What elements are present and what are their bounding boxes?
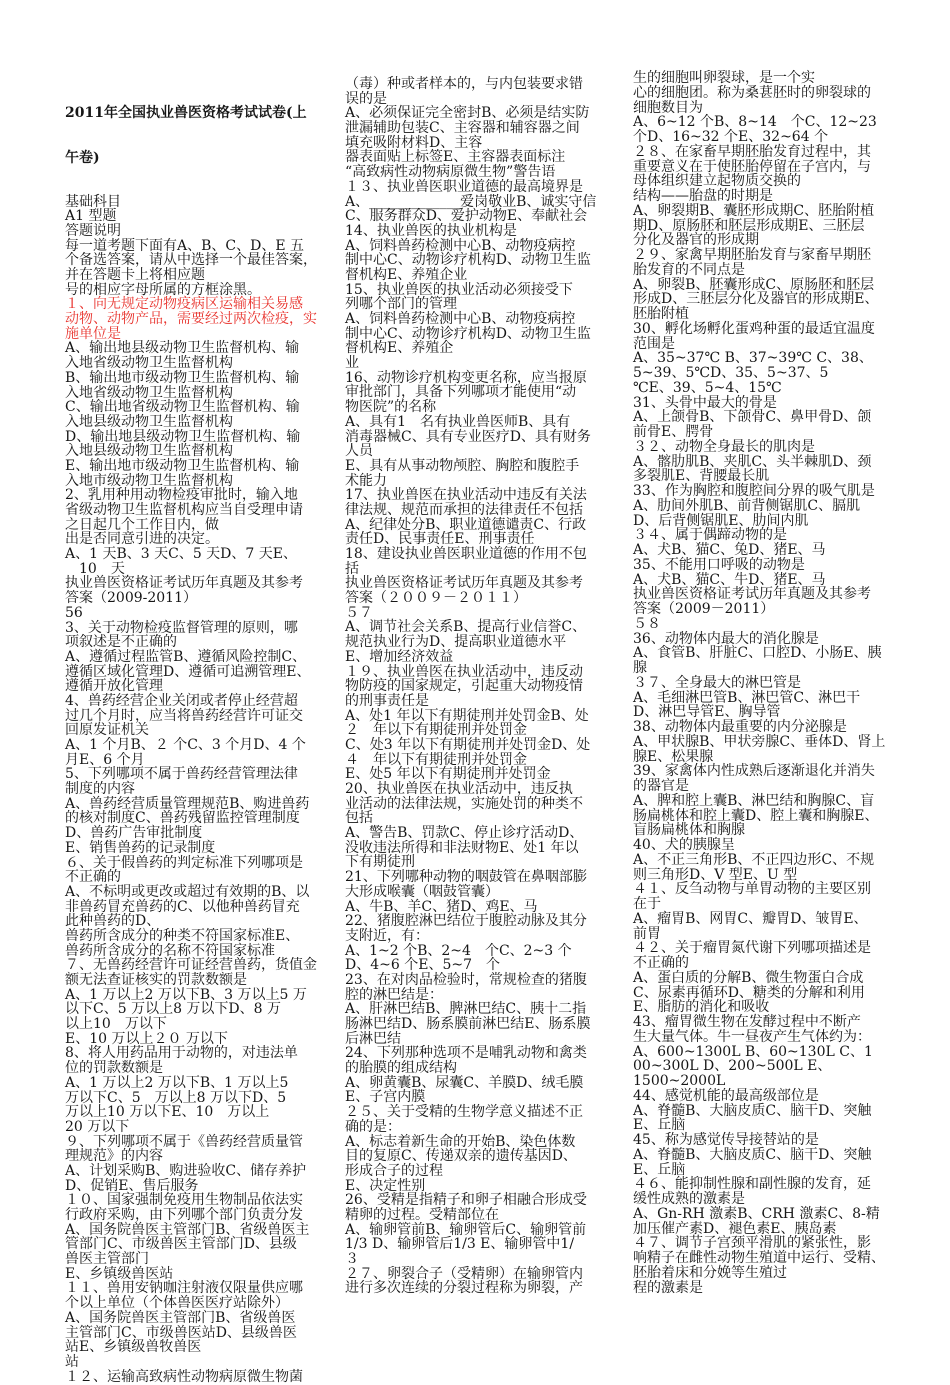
text-line: 响精子在雌性动物生殖道中运行、受精、	[633, 1250, 885, 1266]
text-line: 在于	[633, 896, 661, 912]
text-line: 31、头骨中最大的骨是	[633, 394, 777, 411]
text-line: １２、运输高致病性动物病原微生物菌	[65, 1368, 303, 1385]
text-line: 并在答题卡上将相应题	[65, 267, 205, 284]
text-line: 个D、16~32 个E、32~64 个	[633, 129, 829, 145]
text-line: 1/3 D、输卵管后1/3 E、输卵管中1/	[345, 1236, 575, 1253]
text-line: E、具有从事动物颅腔、胸腔和腹腔手	[345, 457, 580, 474]
text-line: 生大量气体。牛一昼夜产生气体约为：	[633, 1028, 871, 1045]
text-line: D、促销E、售后服务	[65, 1177, 199, 1194]
text-line: A、兽药经营质量管理规范B、购进兽药	[65, 795, 310, 812]
text-line: 下有期徒刑	[345, 854, 415, 871]
text-line: 管部门C、市级兽医主管部门D、县级	[65, 1236, 297, 1253]
text-line: A1 型题	[65, 208, 117, 225]
text-line: 责任D、民事责任E、刑事责任	[345, 531, 535, 548]
text-line: 26、受精是指精子和卵子相融合形成受	[345, 1192, 587, 1209]
highlighted-question-line: １、向无规定动物疫病区运输相关易感	[65, 296, 303, 313]
text-line: A、脊髓B、大脑皮质C、脑干D、突触	[633, 1146, 872, 1163]
text-line: 行政府采购，由下列哪个部门负责分发	[65, 1207, 303, 1224]
text-line: 心的细胞团。称为桑葚胚时的卵裂球的	[633, 84, 871, 101]
text-line: A、瘤胃B、网胃C、瓣胃D、皱胃E、	[633, 910, 868, 927]
text-line: E、丘脑	[633, 1161, 686, 1178]
text-line: 物医院”的名称	[345, 399, 437, 416]
text-line: A、蛋白质的分解B、微生物蛋白合成	[633, 969, 864, 986]
text-line: 入地省级动物卫生监督机构	[65, 384, 233, 401]
text-line: E、丘脑	[633, 1117, 686, 1134]
text-line: E、输出地市级动物卫生监督机构、输	[65, 457, 300, 474]
text-line: 制度的内容	[65, 781, 135, 798]
text-line: ３７、全身最大的淋巴管是	[633, 674, 801, 691]
text-line: 审批部门，具备下列哪项才能使用“动	[345, 384, 577, 401]
text-line: 站E、乡镇级兽牧兽医	[65, 1339, 202, 1356]
text-line: 过几个月时，应当将兽药经营许可证交	[65, 707, 303, 724]
text-line: 术能力	[345, 472, 387, 489]
text-line: 的胎膜的组成结构	[345, 1060, 457, 1077]
text-line: E、处5 年以下有期徒刑并处罚金	[345, 766, 551, 783]
text-line: 1500~2000L	[633, 1073, 726, 1089]
text-line: 生的细胞叫卵裂球，是一个实	[633, 70, 815, 86]
text-line: 加压催产素D、褪色素E、胰岛素	[633, 1220, 837, 1237]
text-line: 没收违法所得和非法财物E、处1 年以	[345, 839, 579, 856]
highlighted-question-line: 施单位是	[65, 325, 121, 342]
column-left	[65, 77, 337, 1384]
text-line: E、10 万以上２０ 万以下	[65, 1030, 228, 1047]
text-line: 腔的淋巴结是：	[345, 986, 443, 1003]
text-line: 3、关于动物检疫监督管理的原则，哪	[65, 619, 298, 636]
text-line: 35、不能用口呼吸的动物是	[633, 556, 805, 573]
text-line: A、标志着新生命的开始B、染色体数	[345, 1133, 576, 1150]
text-line: 泄漏辅助包装C、主容器和辅容器之间	[345, 120, 580, 137]
text-line: 此种兽药的D、	[65, 913, 161, 930]
text-line: 省级动物卫生监督机构应当自受理申请	[65, 502, 303, 519]
text-line: D、兽药广告审批制度	[65, 825, 203, 842]
text-line: 主管部门C、市级兽医站D、县级兽医	[65, 1324, 297, 1341]
text-line: 盲肠扁桃体和胸腺	[633, 822, 745, 839]
text-line: A、1 万以上2 万以下B、1 万以上5	[65, 1074, 289, 1091]
text-line: 不正确的	[65, 869, 121, 886]
text-line: A、饲料兽药检测中心B、动物疫病控	[345, 237, 576, 254]
text-line: A、国务院兽医主管部门B、省级兽医主	[65, 1221, 310, 1238]
text-line: 支附近，有：	[345, 927, 429, 944]
text-line: A、犬B、猫C、牛D、猪E、马	[633, 571, 826, 588]
text-line: （毒）种或者样本的，与内包装要求错	[345, 76, 583, 92]
text-line: 21、下列哪种动物的咽鼓管在鼻咽部膨	[345, 869, 587, 886]
text-line: １１、兽用安钠咖注射液仅限量供应哪	[65, 1280, 303, 1297]
text-line: 前骨E、腭骨	[633, 424, 714, 440]
exam-title-line-2: 午卷)	[65, 149, 100, 166]
text-line: 以上10 万以下	[65, 1016, 167, 1033]
text-line: 00~300L D、200~500L E、	[633, 1058, 832, 1075]
text-line: 56	[65, 604, 83, 621]
text-line: E、子宫内膜	[345, 1089, 426, 1106]
text-line: ２５、关于受精的生物学意义描述不正	[345, 1104, 583, 1121]
text-line: C、输出地省级动物卫生监督机构、输	[65, 399, 300, 416]
text-line: 督机构E、养殖企业	[345, 266, 468, 283]
text-line: 36、动物体内最大的消化腺是	[633, 630, 819, 647]
text-line: 44、感觉机能的最高级部位是	[633, 1087, 819, 1104]
text-line: A、肝淋巴结B、脾淋巴结C、胰十二指	[345, 1001, 587, 1018]
text-line: A、脾和腔上囊B、淋巴结和胸腺C、盲	[633, 792, 875, 809]
text-line: A、计划采购B、购进验收C、储存养护	[65, 1162, 307, 1179]
text-line: 项叙述是不正确的	[65, 634, 177, 651]
text-line: ４ 年以下有期徒刑并处罚金	[345, 751, 527, 768]
text-line: １３、执业兽医职业道德的最高境界是	[345, 178, 583, 195]
text-line: A、处1 年以下有期徒刑并处罚金B、处	[345, 707, 589, 724]
text-line: 肠扁桃体和腔上囊D、腔上囊和胸腺E、	[633, 807, 879, 824]
text-line: A、毛细淋巴管B、淋巴管C、淋巴干	[633, 689, 861, 706]
text-line: 后淋巴结	[345, 1030, 401, 1047]
text-line: 30、孵化场孵化蛋鸡种蛋的最适宜温度	[633, 320, 875, 337]
text-line: 16、动物诊疗机构变更名称，应当报原	[345, 369, 587, 386]
text-line: 24、下列那种选项不是哺乳动物和禽类	[345, 1045, 587, 1062]
text-line: A、600~1300L B、60~130L C、1	[633, 1043, 873, 1060]
text-line: 督机构E、养殖企	[345, 340, 454, 357]
text-line: ５８	[633, 615, 661, 632]
text-line: 入地县级动物卫生监督机构	[65, 443, 233, 460]
text-line: 回原发证机关	[65, 722, 149, 739]
text-line: A、饲料兽药检测中心B、动物疫病控	[345, 311, 576, 327]
text-line: 目的复原C、传递双亲的遗传基因D、	[345, 1148, 577, 1165]
exam-title-line-1: 2011年全国执业兽医资格考试试卷(上	[65, 105, 307, 122]
text-line: 5、下列哪项不属于兽药经营管理法律	[65, 766, 298, 783]
text-line: 胚胎附植	[633, 306, 689, 322]
text-line: 物防疫的国家规定，引起重大动物疫情	[345, 678, 583, 695]
text-line: 万以下C、5 万以上8 万以下D、5	[65, 1089, 287, 1106]
text-line: 进行多次连续的分裂过程称为卵裂，产	[345, 1280, 583, 1297]
text-line: 17、执业兽医在执业活动中违反有关法	[345, 487, 587, 504]
text-line: 5~39、5℃D、35、5~37、5	[633, 365, 829, 381]
text-line: A、犬B、猫C、兔D、猪E、马	[633, 542, 826, 558]
text-line: 前胃	[633, 925, 661, 942]
text-line: 母体组织建立起物质交换的	[633, 173, 801, 190]
text-line: ４２、关于瘤胃氮代谢下列哪项描述是	[633, 940, 871, 957]
text-line: 基础科目	[65, 193, 121, 210]
text-line: A、不标明或更改或超过有效期的B、以	[65, 883, 310, 900]
text-line: 答案（2009-2011）	[65, 590, 197, 607]
text-line: A、调节社会关系B、提高行业信誉C、	[345, 619, 587, 636]
text-line: 38、动物体内最重要的内分泌腺是	[633, 719, 847, 735]
text-line: 兽医主管部门	[65, 1251, 149, 1268]
text-line: A、1~2 个B、2~4 个C、2~3 个	[345, 942, 572, 959]
text-line: 万以上10 万以下E、10 万以上	[65, 1104, 270, 1121]
text-line: 站	[65, 1353, 79, 1370]
text-line: E、销售兽药的记录制度	[65, 839, 216, 856]
text-line: 39、家禽体内性成熟后逐渐退化并消失	[633, 763, 875, 780]
text-line: A、卵裂期B、囊胚形成期C、胚胎附植	[633, 202, 875, 219]
text-line: 执业兽医资格证考试历年真题及其参考	[345, 575, 583, 592]
text-line: ７、无兽药经营许可证经营兽药，货值金	[65, 957, 317, 974]
text-line: 范围是	[633, 335, 675, 352]
text-line: 胎发育的不同点是	[633, 261, 745, 278]
text-line: 形成D、三胚层分化及器官的形成期E、	[633, 291, 879, 308]
text-line: 45、称为感觉传导接替站的是	[633, 1132, 819, 1148]
text-line: 执业兽医资格证考试历年真题及其参考	[65, 575, 303, 592]
text-line: ６、关于假兽药的判定标准下列哪项是	[65, 854, 303, 871]
text-line: E、乡镇级兽医站	[65, 1265, 174, 1282]
column-middle	[345, 77, 617, 1296]
text-line: 答案（2009－2011）	[633, 601, 775, 617]
text-line: 不正确的	[633, 955, 689, 971]
text-line: 个备选答案，请从中选择一个最佳答案，	[65, 252, 317, 269]
text-line: 14、执业兽医的执业机构是	[345, 222, 517, 239]
text-line: 腺	[633, 660, 647, 676]
text-line: 入地省级动物卫生监督机构	[65, 355, 233, 372]
text-line: 填充吸附材料D、主容	[345, 134, 483, 151]
text-line: 执业兽医资格证考试历年真题及其参考	[633, 586, 871, 603]
text-line: ℃E、39、5~4、15℃	[633, 379, 782, 396]
text-line: 兽药所含成分的名称不符国家标准	[65, 942, 275, 959]
text-line: 器表面贴上标签E、主容器表面标注	[345, 149, 566, 166]
text-line: 个以上单位（个体兽医医疗站除外）	[65, 1295, 289, 1312]
text-line: 位的罚款数额是	[65, 1060, 163, 1077]
text-line: 精卵的过程。受精部位在	[345, 1206, 499, 1223]
text-line: 理规范》的内容	[65, 1148, 163, 1165]
text-line: E、脂肪的消化和吸收	[633, 999, 770, 1016]
text-line: １０、国家强制免疫用生物制品依法实	[65, 1192, 303, 1209]
text-line: A、不正三角形B、不正四边形C、不规	[633, 851, 875, 868]
text-line: A、输卵管前B、输卵管后C、输卵管前	[345, 1221, 587, 1238]
text-line: 括	[345, 560, 359, 577]
text-line: C、尿素再循环D、糖类的分解和利用	[633, 984, 865, 1001]
text-line: 重要意义在于使胚胎停留在子宫内，与	[633, 158, 871, 175]
text-line: ５７	[345, 604, 373, 621]
text-line: D、4~6 个E、5~7 个	[345, 957, 500, 974]
text-line: A、必须保证完全密封B、必须是结实防	[345, 105, 590, 122]
text-line: 的核对制度C、兽药残留监控管理制度	[65, 810, 300, 827]
text-line: A、输出地县级动物卫生监督机构、输	[65, 340, 300, 357]
text-line: C、服务群众D、爱护动物E、奉献社会	[345, 208, 588, 225]
text-line: 号的相应字母所属的方框涂黑。	[65, 281, 261, 298]
text-line: 43、瘤胃微生物在发酵过程中不断产	[633, 1014, 861, 1030]
text-line: A、食管B、肝脏C、口腔D、小肠E、胰	[633, 645, 882, 662]
text-line: 业	[345, 355, 359, 372]
text-line: C、处3 年以下有期徒刑并处罚金D、处	[345, 736, 591, 753]
text-line: D、输出地县级动物卫生监督机构、输	[65, 428, 301, 445]
text-line: ２ 年以下有期徒刑并处罚金	[345, 722, 527, 739]
text-line: 2、乳用种用动物检疫审批时，输入地	[65, 487, 298, 504]
text-line: A、卵裂B、胚囊形成C、原肠胚和胚层	[633, 276, 875, 293]
text-line: A、_____________爱岗敬业B、诚实守信	[345, 193, 597, 210]
text-line: 包括	[345, 810, 373, 827]
text-line: 4、兽药经营企业关闭或者停止经营超	[65, 692, 298, 709]
text-line: A、纪律处分B、职业道德谴责C、行政	[345, 516, 587, 533]
text-line: A、脊髓B、大脑皮质C、脑干D、突触	[633, 1102, 872, 1119]
text-line: ４６、能抑制性腺和副性腺的发育，延	[633, 1176, 871, 1193]
text-line: A、甲状腺B、甲状旁腺C、垂体D、肾上	[633, 733, 886, 750]
text-line: 结构——胎盘的时期是	[633, 188, 773, 204]
text-line: 入地县级动物卫生监督机构	[65, 413, 233, 430]
text-line: 肠淋巴结D、肠系膜前淋巴结E、肠系膜	[345, 1016, 591, 1032]
text-line: ２９、家禽早期胚胎发育与家畜早期胚	[633, 247, 871, 263]
text-line: A、遵循过程监管B、遵循风险控制C、	[65, 648, 307, 665]
text-line: 业活动的法律法规，实施处罚的种类不	[345, 795, 583, 812]
text-line: 遵循开放化管理	[65, 678, 163, 695]
text-line: 制中心C、动物诊疗机构D、动物卫生监	[345, 325, 591, 342]
text-line: A、6~12 个B、8~14 个C、12~23	[633, 114, 877, 131]
text-line: A、1 个月B、２ 个C、3 个月D、4 个	[65, 737, 306, 754]
text-line: 多裂肌E、背腰最长肌	[633, 468, 770, 485]
text-line: 人员	[345, 443, 373, 460]
text-line: A、具有1 名有执业兽医师B、具有	[345, 413, 571, 430]
text-line: 兽药所含成分的种类不符国家标准E、	[65, 927, 300, 944]
text-line: ３２、动物全身最长的肌肉是	[633, 438, 815, 455]
text-line: 40、犬的胰腺呈	[633, 837, 735, 853]
text-line: A、牛B、羊C、猪D、鸡E、马	[345, 898, 538, 915]
text-line: 月E、6 个月	[65, 751, 145, 768]
text-line: 答题说明	[65, 222, 121, 239]
text-line: 额无法查证核实的罚款数额是	[65, 972, 247, 989]
text-line: 制中心C、动物诊疗机构D、动物卫生监	[345, 252, 591, 269]
text-line: ９、下列哪项不属于《兽药经营质量管	[65, 1133, 303, 1150]
text-line: A、1 万以上2 万以下B、3 万以上5 万	[65, 986, 307, 1003]
text-line: B、输出地市级动物卫生监督机构、输	[65, 369, 300, 386]
text-line: 缓性成熟的激素是	[633, 1191, 745, 1207]
text-line: 消毒器械C、具有专业医疗D、具有财务	[345, 428, 591, 445]
column-right	[633, 71, 905, 1295]
text-line: 的刑事责任是	[345, 692, 429, 709]
text-line: 8、将人用药品用于动物的，对违法单	[65, 1045, 298, 1062]
text-line: ２８、在家畜早期胚胎发育过程中，其	[633, 143, 871, 160]
text-line: 腺E、松果腺	[633, 748, 714, 765]
text-line: ３	[345, 1251, 359, 1267]
text-line: A、卵黄囊B、尿囊C、羊膜D、绒毛膜	[345, 1074, 584, 1091]
text-line: 确的是：	[345, 1118, 401, 1135]
text-line: 22、猪腹腔淋巴结位于腹腔动脉及其分	[345, 913, 587, 930]
text-line: D、淋巴导管E、胸导管	[633, 704, 781, 721]
text-line: A、髂肋肌B、夹肌C、头半棘肌D、颈	[633, 453, 872, 470]
text-line: 规范执业行为D、提高职业道德水平	[345, 634, 567, 651]
text-line: 律法规、规范而承担的法律责任不包括	[345, 501, 583, 518]
text-line: A、35~37℃ B、37~39℃ C、38、	[633, 350, 873, 367]
text-line: ４１、反刍动物与单胃动物的主要区别	[633, 881, 871, 898]
text-line: D、后背侧锯肌E、肋间内肌	[633, 512, 809, 529]
text-line: E、决定性别	[345, 1177, 426, 1194]
text-line: “高致病性动物病原微生物”警告语	[345, 164, 556, 181]
text-line: 则三角形D、V 型E、U 型	[633, 866, 798, 883]
text-line: 答案（２００９－２０１１）	[345, 590, 527, 607]
text-line: 误的是	[345, 90, 387, 107]
text-line: 10 天	[65, 560, 125, 577]
text-line: E、增加经济效益	[345, 648, 454, 665]
text-line: 之日起几个工作日内，做	[65, 516, 219, 533]
text-line: 非兽药冒充兽药的C、以他种兽药冒充	[65, 898, 300, 915]
text-line: 形成合子的过程	[345, 1162, 443, 1179]
text-line: 大形成喉囊（咽鼓管囊）	[345, 883, 499, 900]
text-line: 列哪个部门的管理	[345, 296, 457, 313]
text-line: 以下C、5 万以上8 万以下D、8 万	[65, 1001, 282, 1018]
text-line: A、肋间外肌B、前背侧锯肌C、膈肌	[633, 497, 861, 514]
text-line: 20、执业兽医在执业活动中，违反执	[345, 781, 573, 797]
text-line: 出是否同意引进的决定。	[65, 531, 219, 548]
text-line: 20 万以下	[65, 1118, 130, 1135]
text-line: 细胞数目为	[633, 99, 703, 116]
text-line: 33、作为胸腔和腹腔间分界的吸气肌是	[633, 483, 875, 499]
text-line: A、上颌骨B、下颌骨C、鼻甲骨D、颌	[633, 409, 872, 426]
text-line: 胚胎着床和分娩等生殖过	[633, 1264, 787, 1281]
text-line: 18、建设执业兽医职业道德的作用不包	[345, 546, 587, 562]
text-line: 15、执业兽医的执业活动必须接受下	[345, 281, 573, 298]
text-line: A、警告B、罚款C、停止诊疗活动D、	[345, 825, 584, 842]
text-line: 程的激素是	[633, 1279, 703, 1296]
text-line: ２７、卵裂合子（受精卵）在输卵管内	[345, 1265, 583, 1282]
text-line: 每一道考题下面有A、B、C、D、E 五	[65, 237, 305, 254]
text-line: ４７、调节子宫颈平滑肌的紧张性，影	[633, 1235, 871, 1252]
text-line: 分化及器官的形成期	[633, 232, 759, 249]
text-line: 入地市级动物卫生监督机构	[65, 472, 233, 489]
text-line: A、Gn-RH 激素B、CRH 激素C、8-精	[633, 1205, 880, 1222]
text-line: ３４、属于偶蹄动物的是	[633, 527, 787, 544]
text-line: 期D、原肠胚和胚层形成期E、三胚层	[633, 217, 865, 234]
text-line: 的器官是	[633, 778, 689, 794]
text-line: A、国务院兽医主管部门B、省级兽医	[65, 1309, 296, 1326]
text-line: 遵循区域化管理D、遵循可追溯管理E、	[65, 663, 311, 680]
text-line: １９、执业兽医在执业活动中，违反动	[345, 663, 583, 680]
text-line: 23、在对肉品检验时，常规检查的猪腹	[345, 971, 587, 988]
highlighted-question-line: 动物、动物产品，需要经过两次检疫，实	[65, 311, 317, 328]
text-line: A、1 天B、3 天C、5 天D、7 天E、	[65, 546, 297, 563]
